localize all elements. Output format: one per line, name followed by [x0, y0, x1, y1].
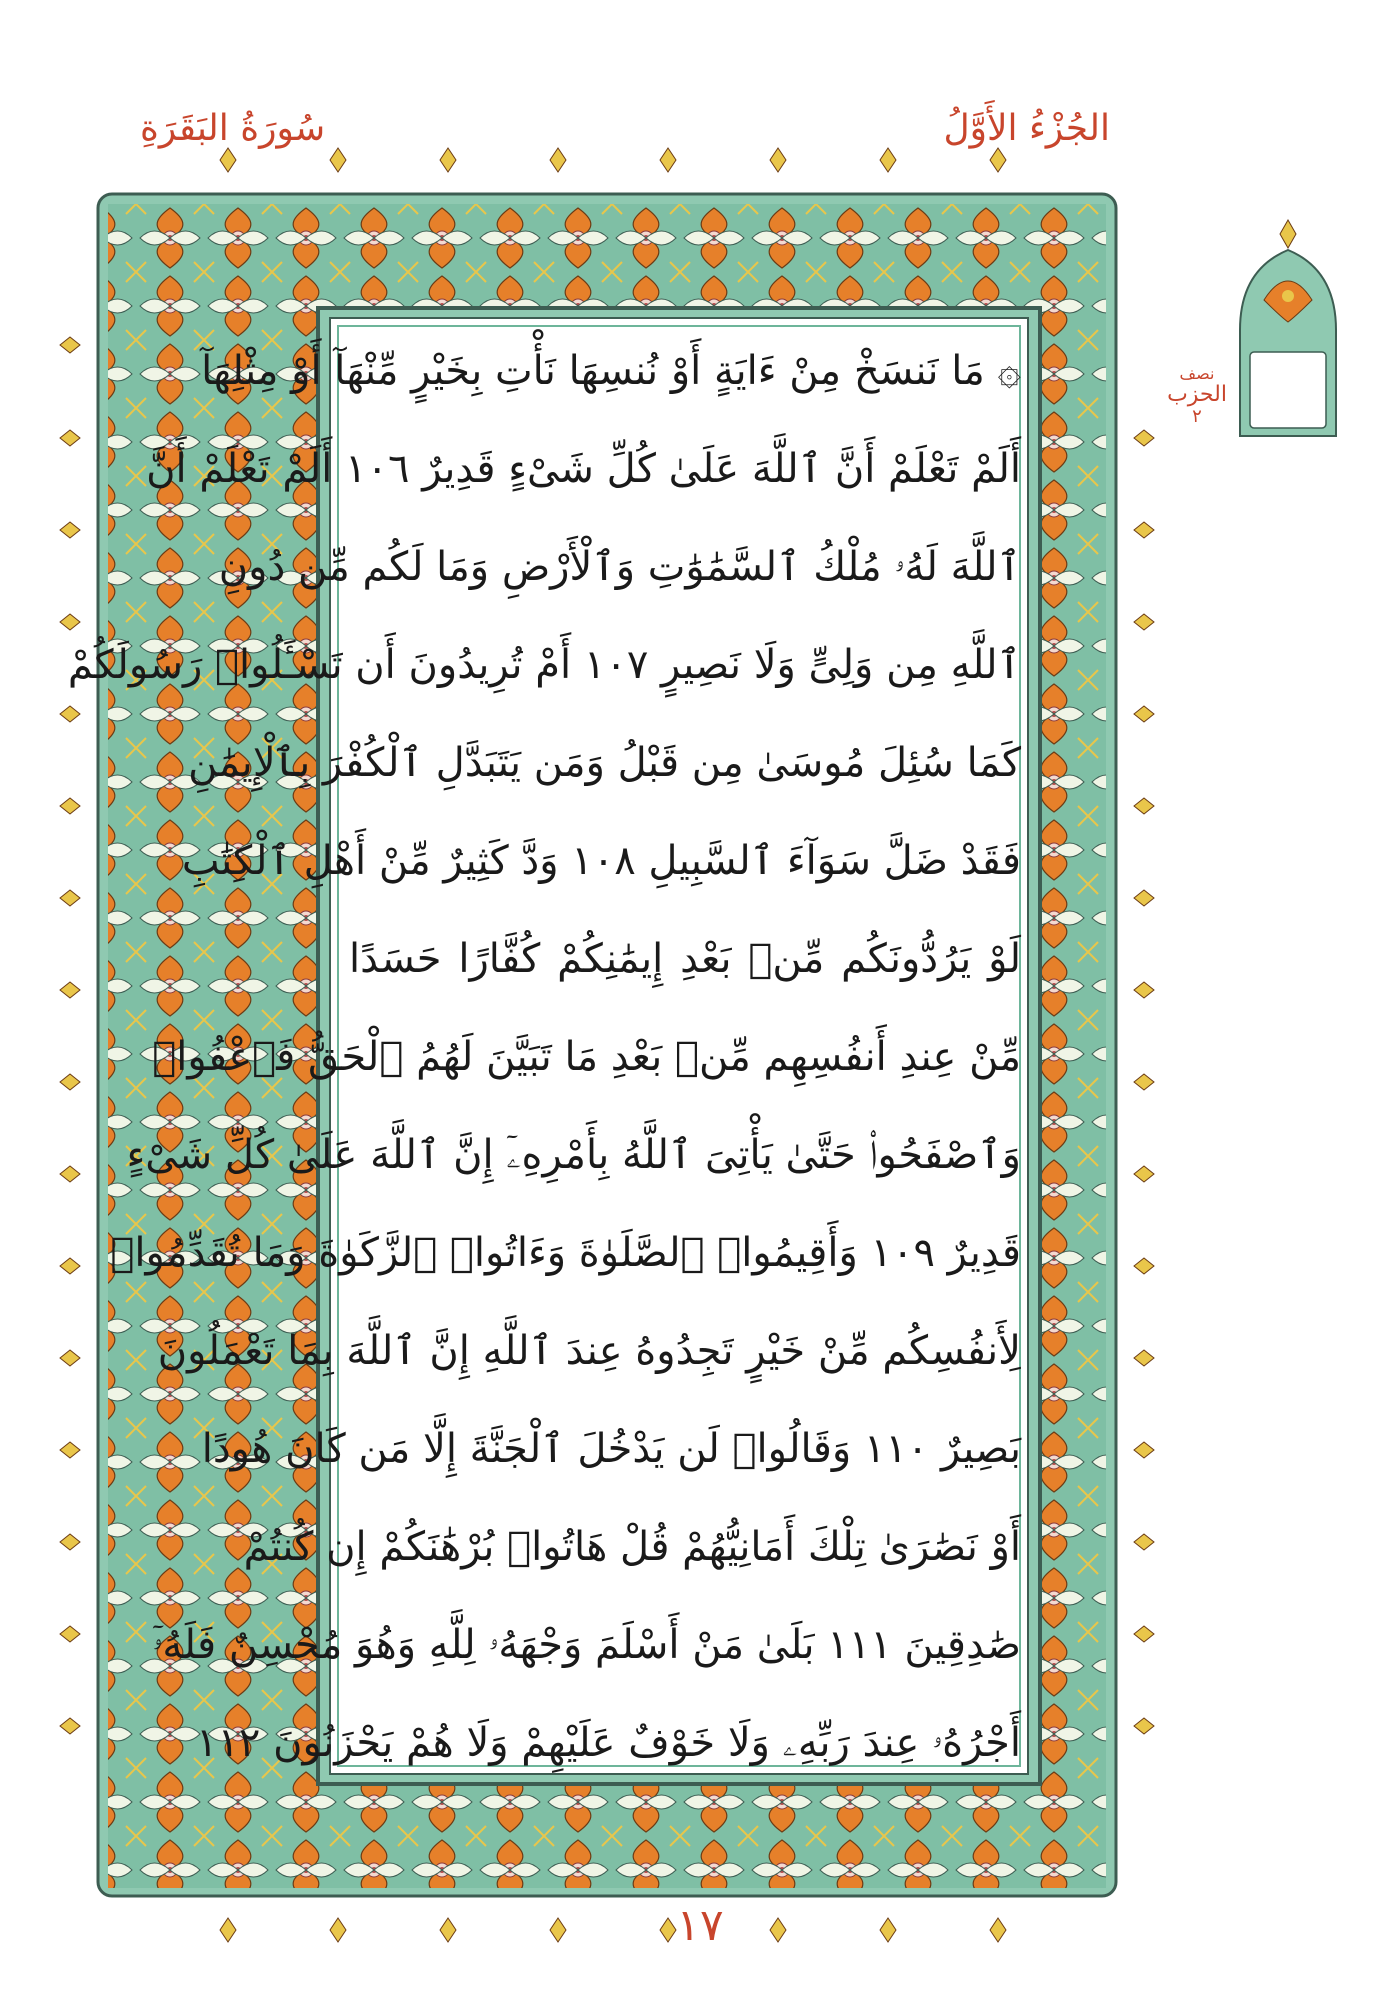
hizb-marker-shape — [1240, 220, 1336, 436]
top-finials — [220, 148, 1006, 172]
verse-line: لِأَنفُسِكُم مِّنْ خَيْرٍ تَجِدُوهُ عِندَ ٱللَّهِ إِنَّ ٱللَّهَ بِمَا تَعْمَلُونَ — [157, 1328, 1021, 1374]
verse-line: بَصِيرٌ ١١٠ وَقَالُوا۟ لَن يَدْخُلَ ٱلْجَنَّةَ إِلَّا مَن كَانَ هُودًا — [201, 1426, 1021, 1472]
page-number: ١٧ — [676, 1900, 724, 1951]
verse-text-panel — [67, 324, 1021, 1816]
verse-line: أَوْ نَصَٰرَىٰ تِلْكَ أَمَانِيُّهُمْ قُلْ هَاتُوا۟ بُرْهَٰنَكُمْ إِن كُنتُمْ — [243, 1524, 1021, 1570]
hizb-marker-line1: نصف — [1179, 364, 1215, 383]
border-band-right — [1040, 308, 1106, 1784]
verse-line: أَلَمْ تَعْلَمْ أَنَّ ٱللَّهَ عَلَىٰ كُلِّ شَىْءٍ قَدِيرٌ ١٠٦ أَلَمْ تَعْلَمْ أَنَّ — [146, 446, 1021, 492]
verse-line: أَجْرُهُۥ عِندَ رَبِّهِۦ وَلَا خَوْفٌ عَلَيْهِمْ وَلَا هُمْ يَحْزَنُونَ ١١٢ — [195, 1720, 1021, 1766]
right-finials — [1134, 430, 1154, 1734]
verse-line: ۞ مَا نَنسَخْ مِنْ ءَايَةٍ أَوْ نُنسِهَا نَأْتِ بِخَيْرٍ مِّنْهَآ أَوْ مِثْلِهَآ — [201, 348, 1021, 394]
verse-line: كَمَا سُئِلَ مُوسَىٰ مِن قَبْلُ وَمَن يَتَبَدَّلِ ٱلْكُفْرَ بِٱلْإِيمَٰنِ — [188, 740, 1021, 786]
surah-title: سُورَةُ البَقَرَةِ — [140, 108, 326, 149]
hizb-marker-line3: ٢ — [1192, 406, 1202, 427]
verse-line: صَٰدِقِينَ ١١١ بَلَىٰ مَنْ أَسْلَمَ وَجْهَهُۥ لِلَّهِ وَهُوَ مُحْسِنٌ فَلَهُۥٓ — [152, 1622, 1021, 1668]
left-finials — [60, 337, 80, 1734]
verse-line: ٱللَّهِ مِن وَلِىٍّ وَلَا نَصِيرٍ ١٠٧ أَمْ تُرِيدُونَ أَن تَسْـَٔلُوا۟ رَسُولَكُمْ — [67, 642, 1021, 688]
verse-line: فَقَدْ ضَلَّ سَوَآءَ ٱلسَّبِيلِ ١٠٨ وَدَّ كَثِيرٌ مِّنْ أَهْلِ ٱلْكِتَٰبِ — [181, 838, 1021, 884]
hizb-marker — [1142, 226, 1252, 452]
verse-line: ٱللَّهَ لَهُۥ مُلْكُ ٱلسَّمَٰوَٰتِ وَٱلْأَرْضِ وَمَا لَكُم مِّن دُونِ — [218, 544, 1021, 590]
verse-line: لَوْ يَرُدُّونَكُم مِّنۢ بَعْدِ إِيمَٰنِكُمْ كُفَّارًا حَسَدًا — [349, 936, 1021, 982]
hizb-marker-line2: الحزب — [1167, 382, 1227, 407]
juz-title: الجُزْءُ الأَوَّلُ — [943, 108, 1110, 149]
verse-line: مِّنْ عِندِ أَنفُسِهِم مِّنۢ بَعْدِ مَا تَبَيَّنَ لَهُمُ ٱلْحَقُّ فَٱعْفُوا۟ — [152, 1034, 1021, 1080]
verse-line: قَدِيرٌ ١٠٩ وَأَقِيمُوا۟ ٱلصَّلَوٰةَ وَءَاتُوا۟ ٱلزَّكَوٰةَ وَمَا تُقَدِّمُوا۟ — [110, 1230, 1021, 1276]
border-band-top — [108, 204, 1106, 308]
verse-line: وَٱصْفَحُوا۟ حَتَّىٰ يَأْتِىَ ٱللَّهُ بِأَمْرِهِۦٓ إِنَّ ٱللَّهَ عَلَىٰ كُلِّ شَىْءٍ — [126, 1132, 1021, 1178]
